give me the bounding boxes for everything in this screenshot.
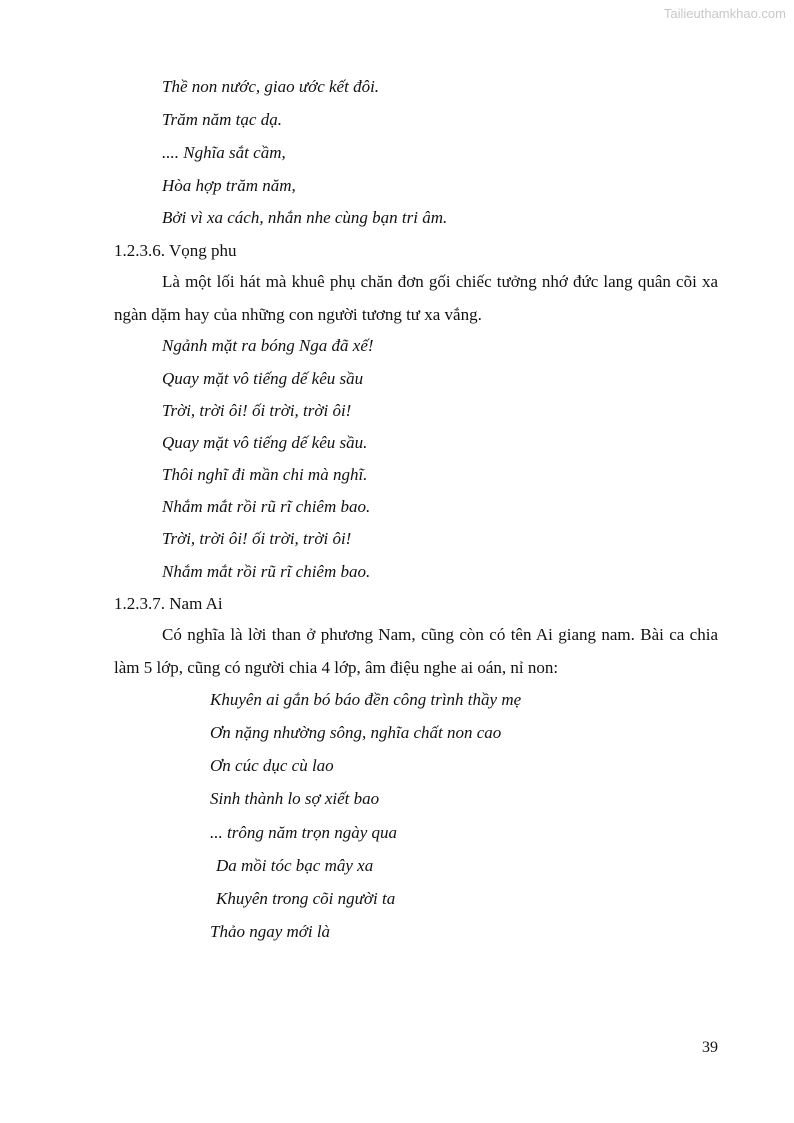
- poem-line: .... Nghĩa sắt cầm,: [162, 143, 286, 162]
- section-heading: 1.2.3.6. Vọng phu: [114, 241, 237, 260]
- poem-line: Ơn nặng nhường sông, nghĩa chất non cao: [210, 723, 502, 742]
- poem-line: Trời, trời ôi! ối trời, trời ôi!: [162, 529, 352, 548]
- section-paragraph: Là một lối hát mà khuê phụ chăn đơn gối chiếc tưởng nhớ đức lang quân cõi xa ngàn dặm hay của những con người tương tư xa vắng.: [114, 272, 718, 324]
- watermark: Tailieuthamkhao.com: [663, 6, 786, 21]
- poem-line: Thảo ngay mới là: [210, 922, 331, 941]
- poem-line: Quay mặt vô tiếng dế kêu sầu.: [162, 433, 368, 452]
- poem-line: Khuyên trong cõi người ta: [216, 889, 396, 908]
- poem-line: Ơn cúc dục cù lao: [210, 756, 334, 775]
- poem-line: Trăm năm tạc dạ.: [162, 110, 282, 129]
- poem-line: ... trông năm trọn ngày qua: [210, 823, 397, 842]
- poem-line: Hòa hợp trăm năm,: [162, 176, 296, 195]
- poem-line: Khuyên ai gắn bó báo đền công trình thầy mẹ: [210, 690, 522, 709]
- poem-line: Ngảnh mặt ra bóng Nga đã xế!: [162, 336, 374, 355]
- section-heading: 1.2.3.7. Nam Ai: [114, 594, 223, 613]
- poem-line: Nhắm mắt rồi rũ rĩ chiêm bao.: [162, 562, 371, 581]
- poem-line: Trời, trời ôi! ối trời, trời ôi!: [162, 401, 352, 420]
- poem-line: Thôi nghĩ đi mần chi mà nghĩ.: [162, 465, 368, 484]
- poem-line: Nhắm mắt rồi rũ rĩ chiêm bao.: [162, 497, 371, 516]
- poem-line: Sinh thành lo sợ xiết bao: [210, 789, 380, 808]
- poem-line: Thề non nước, giao ước kết đôi.: [162, 77, 380, 96]
- section-paragraph: Có nghĩa là lời than ở phương Nam, cũng còn có tên Ai giang nam. Bài ca chia làm 5 lớp, cũng có người chia 4 lớp, âm điệu nghe ai oán, nỉ non:: [114, 625, 718, 677]
- page-number: 39: [702, 1039, 718, 1056]
- poem-line: Quay mặt vô tiếng dế kêu sầu: [162, 369, 364, 388]
- poem-line: Da mồi tóc bạc mây xa: [216, 856, 374, 875]
- poem-line: Bởi vì xa cách, nhắn nhe cùng bạn tri âm.: [162, 208, 448, 227]
